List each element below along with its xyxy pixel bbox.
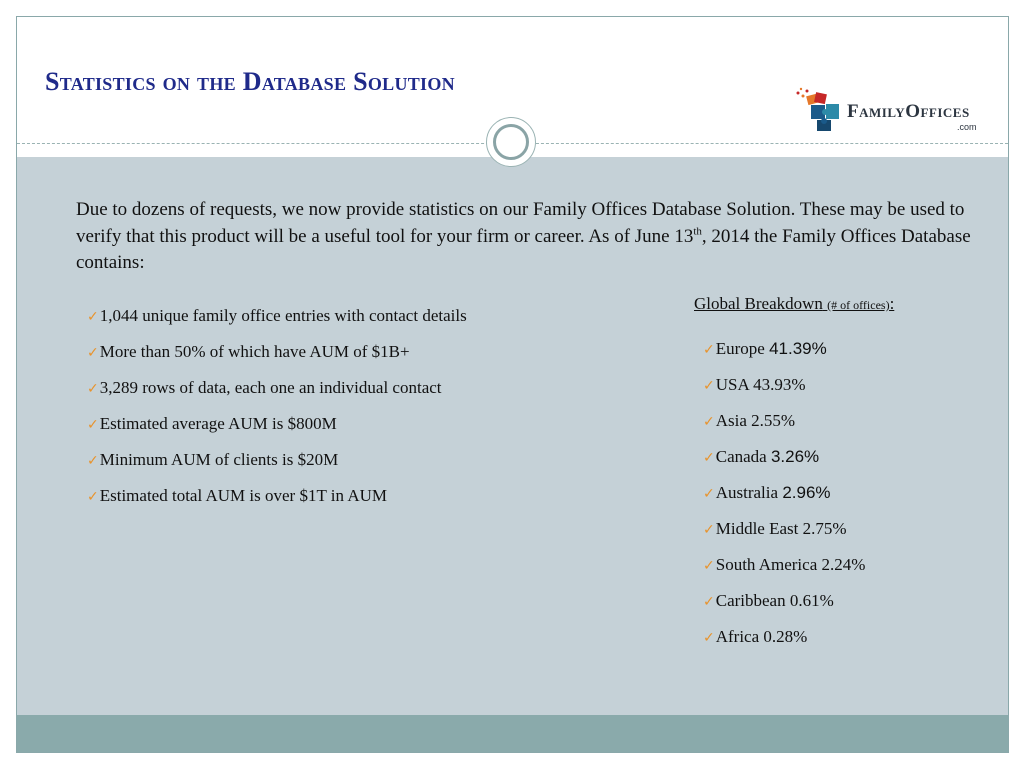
checkmark-icon: ✓ xyxy=(703,558,715,574)
region-value: 0.61% xyxy=(789,591,834,610)
list-item xyxy=(703,589,865,625)
puzzle-logo-icon xyxy=(795,85,845,135)
region-label: Canada xyxy=(715,447,771,466)
stat-text: More than 50% of which have AUM of $1B+ xyxy=(99,342,410,361)
list-item xyxy=(87,412,467,448)
list-item xyxy=(703,409,865,445)
list-item xyxy=(87,484,467,520)
checkmark-icon: ✓ xyxy=(703,378,715,394)
list-item xyxy=(703,553,865,589)
familyoffices-logo xyxy=(795,85,1005,135)
region-label: Africa xyxy=(715,627,764,646)
checkmark-icon: ✓ xyxy=(703,414,715,430)
checkmark-icon: ✓ xyxy=(703,342,715,358)
region-label: Middle East xyxy=(715,519,803,538)
checkmark-icon: ✓ xyxy=(87,309,99,325)
region-value: 2.55% xyxy=(751,411,796,430)
checkmark-icon: ✓ xyxy=(87,345,99,361)
region-value: 2.96% xyxy=(782,483,831,502)
list-item xyxy=(87,376,467,412)
intro-text: Due to dozens of requests, we now provide statistics on our Family Offices Database Solution. These may be used to verify that this product will be a useful tool for your firm or career. As of June 13 xyxy=(76,199,965,247)
list-item xyxy=(703,481,865,517)
region-label: Europe xyxy=(715,339,770,358)
list-item xyxy=(87,340,467,376)
checkmark-icon: ✓ xyxy=(87,489,99,505)
stat-text: Estimated average AUM is $800M xyxy=(99,414,337,433)
logo-domain-text: .com xyxy=(957,122,977,132)
global-breakdown-title: Global Breakdown xyxy=(694,294,823,313)
list-item xyxy=(703,625,865,661)
region-value: 43.93% xyxy=(753,375,806,394)
stats-list xyxy=(87,304,467,520)
region-label: USA xyxy=(715,375,754,394)
region-label: Caribbean xyxy=(715,591,790,610)
slide-title: Statistics on the Database Solution xyxy=(45,67,455,96)
footer-bar xyxy=(17,715,1008,752)
checkmark-icon: ✓ xyxy=(703,486,715,502)
region-list xyxy=(703,337,865,661)
logo-brand-text: FamilyOffices xyxy=(847,101,970,122)
intro-superscript: th xyxy=(693,225,702,238)
region-label: Asia xyxy=(715,411,752,430)
global-breakdown-heading xyxy=(694,294,894,314)
stat-text: Minimum AUM of clients is $20M xyxy=(99,450,339,469)
region-value: 2.24% xyxy=(821,555,866,574)
circle-ornament-icon xyxy=(486,117,536,167)
circle-ornament-inner xyxy=(493,124,529,160)
region-label: South America xyxy=(715,555,822,574)
stat-text: 1,044 unique family office entries with contact details xyxy=(99,306,467,325)
list-item xyxy=(703,445,865,481)
global-breakdown-colon: : xyxy=(889,294,895,313)
list-item xyxy=(703,373,865,409)
global-breakdown-note: (# of offices) xyxy=(827,298,890,312)
list-item xyxy=(703,517,865,553)
stat-text: 3,289 rows of data, each one an individual contact xyxy=(99,378,442,397)
region-value: 41.39% xyxy=(769,339,827,358)
list-item xyxy=(703,337,865,373)
list-item xyxy=(87,448,467,484)
checkmark-icon: ✓ xyxy=(703,594,715,610)
region-label: Australia xyxy=(715,483,783,502)
checkmark-icon: ✓ xyxy=(87,417,99,433)
region-value: 2.75% xyxy=(802,519,847,538)
checkmark-icon: ✓ xyxy=(703,450,715,466)
checkmark-icon: ✓ xyxy=(703,630,715,646)
stat-text: Estimated total AUM is over $1T in AUM xyxy=(99,486,387,505)
region-value: 3.26% xyxy=(770,447,820,466)
list-item xyxy=(87,304,467,340)
checkmark-icon: ✓ xyxy=(703,522,715,538)
checkmark-icon: ✓ xyxy=(87,453,99,469)
slide xyxy=(16,16,1009,753)
intro-text-end: , 2014 the Family Offices Database contains: xyxy=(76,225,971,273)
intro-paragraph xyxy=(76,197,996,277)
region-value: 0.28% xyxy=(763,627,808,646)
checkmark-icon: ✓ xyxy=(87,381,99,397)
